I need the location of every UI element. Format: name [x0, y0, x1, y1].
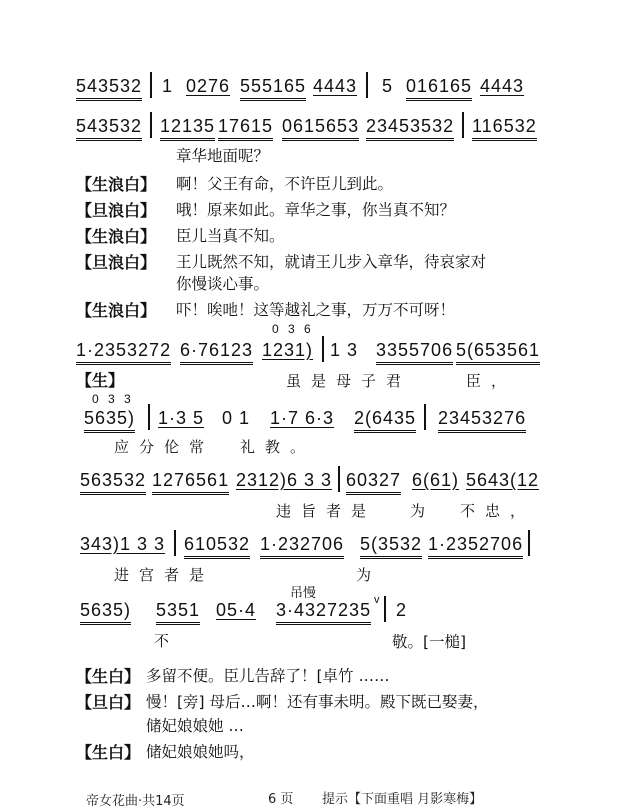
note-group: 116532	[472, 116, 537, 141]
barline	[366, 72, 368, 98]
dialogue-text: 王儿既然不知，就请王儿步入章华，待哀家对	[176, 253, 487, 271]
barline	[150, 112, 152, 138]
note-group: 0615653	[282, 116, 359, 141]
note-group: 3355706	[376, 340, 453, 365]
note-group: 3·4327235	[276, 600, 371, 625]
role-label: 【旦浪白】	[76, 253, 157, 272]
barline	[528, 530, 530, 556]
lyric-line: 不	[154, 632, 180, 650]
barline	[384, 596, 386, 622]
dialogue-text: 吓！唉吔！这等越礼之事，万万不可呀！	[176, 301, 456, 319]
note-group: 17615	[218, 116, 273, 141]
note-group: 1·2353272	[76, 340, 171, 365]
dialogue-text: 多留不便。臣儿告辞了！[卓竹 ……	[146, 667, 390, 685]
barline	[150, 72, 152, 98]
note-group: 610532	[184, 534, 250, 559]
dialogue-text: 慢！[旁] 母后…啊！还有事未明。殿下既已娶妻，	[146, 693, 489, 711]
dialogue-text: 啊！父王有命，不许臣儿到此。	[176, 175, 394, 193]
footer-page: 6 页	[268, 792, 294, 807]
dialogue-text: 你慢谈心事。	[176, 275, 270, 293]
dialogue-text: 储妃娘娘她 …	[146, 717, 244, 735]
role-label: 【生白】	[76, 743, 141, 762]
note-group: 555165	[240, 76, 306, 101]
lyric-line: 应分伦常	[114, 438, 215, 456]
dialogue-text: 哦！原来如此。章华之事，你当真不知？	[176, 201, 456, 219]
note-group: 5(3532	[360, 534, 422, 559]
note-group: 5(653561	[456, 340, 540, 365]
note-group: 23453532	[366, 116, 454, 141]
lyric-line: 章华地面呢？	[176, 147, 270, 165]
note-group: 543532	[76, 116, 142, 141]
barline	[424, 404, 426, 430]
dialogue-text: 臣儿当真不知。	[176, 227, 285, 245]
note-group: 6(61)	[412, 470, 460, 490]
barline	[174, 530, 176, 556]
barline	[322, 336, 324, 362]
role-label: 【生浪白】	[76, 175, 157, 194]
note-group: 0 1	[222, 408, 251, 428]
barline	[338, 466, 340, 492]
note-group: 1	[162, 76, 174, 96]
lyric-line: 进宫者是	[114, 566, 215, 584]
note-group: 0276	[186, 76, 231, 96]
note-group: 1·3 5	[158, 408, 205, 428]
note-group: 016165	[406, 76, 472, 101]
lyric-line: 虽是母子君	[286, 372, 412, 390]
lyric-line: 臣，	[466, 372, 517, 390]
note-group: 1·2352706	[428, 534, 523, 559]
note-group: 05·4	[216, 600, 257, 620]
note-group: 60327	[346, 470, 401, 495]
note-group: 5635)	[80, 600, 131, 625]
lyric-line: 为	[356, 566, 382, 584]
note-group: 1276561	[152, 470, 229, 495]
grace-notes: 0 3 6	[272, 322, 314, 336]
role-label: 【旦白】	[76, 693, 141, 712]
note-group: 4443	[313, 76, 358, 96]
role-label: 【生白】	[76, 667, 141, 686]
note-group: 5635)	[84, 408, 135, 433]
note-group: 12135	[160, 116, 215, 141]
footer-hint: 提示【下面重唱 月影寒梅】	[322, 792, 483, 807]
lyric-line: 不忠，	[460, 502, 536, 520]
breath-mark: v	[374, 594, 380, 606]
note-group: 2312)6 3 3	[236, 470, 333, 490]
lyric-line: 违旨者是	[276, 502, 377, 520]
tempo-marking: 吊慢	[290, 586, 317, 601]
role-label: 【生浪白】	[76, 227, 157, 246]
footer-left: 帝女花曲·共14页	[86, 794, 185, 809]
role-label: 【旦浪白】	[76, 201, 157, 220]
note-group: 1 3	[330, 340, 359, 360]
note-group: 1·232706	[260, 534, 344, 559]
grace-notes: 0 3 3	[92, 392, 134, 406]
note-group: 6·76123	[180, 340, 253, 365]
note-group: 343)1 3 3	[80, 534, 166, 554]
note-group: 2	[396, 600, 408, 620]
lyric-line: 为	[410, 502, 436, 520]
barline	[148, 404, 150, 430]
note-group: 1231)	[262, 340, 314, 360]
lyric-line: 礼教。	[240, 438, 316, 456]
note-group: 1·7 6·3	[270, 408, 335, 428]
role-label: 【生浪白】	[76, 301, 157, 320]
dialogue-text: 储妃娘娘她吗，	[146, 743, 255, 761]
note-group: 4443	[480, 76, 525, 96]
note-group: 543532	[76, 76, 142, 101]
role-label: 【生】	[76, 371, 125, 390]
note-group: 5643(12	[466, 470, 540, 490]
note-group: 23453276	[438, 408, 526, 433]
note-group: 2(6435	[354, 408, 416, 433]
note-group: 563532	[80, 470, 146, 495]
lyric-line: 敬。[一槌]	[392, 633, 467, 651]
barline	[462, 112, 464, 138]
note-group: 5	[382, 76, 394, 96]
note-group: 5351	[156, 600, 200, 625]
